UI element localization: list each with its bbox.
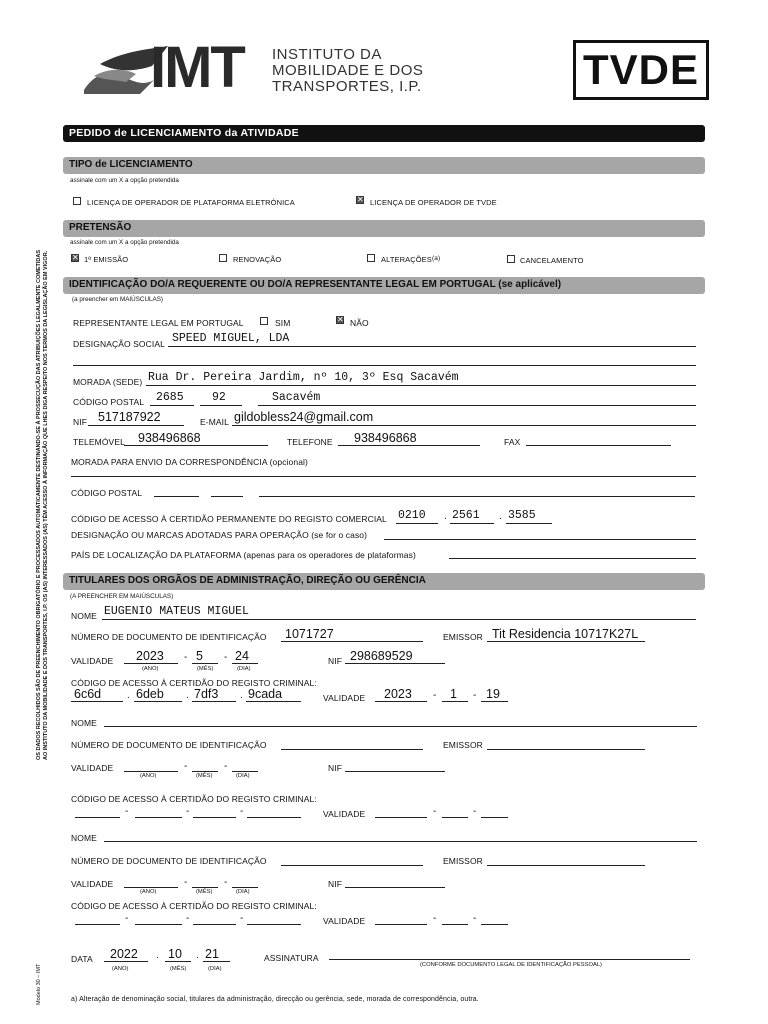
validade-1-sep-2: - <box>224 652 228 663</box>
imt-wordmark: IMT <box>150 35 244 100</box>
data-mes-value[interactable]: 10 <box>168 947 182 961</box>
email-line <box>232 425 696 426</box>
pretensao-hint: assinale com um X a opção pretendida <box>70 239 179 246</box>
data-dia-value[interactable]: 21 <box>205 947 219 961</box>
titulares-section-bar <box>63 573 705 590</box>
cp1-value[interactable]: 2685 <box>156 391 184 404</box>
crim-2-sep-1: - <box>125 806 129 817</box>
label-nif-2: NIF <box>328 763 342 773</box>
label-cancelamento: CANCELAMENTO <box>520 256 584 265</box>
label-tvde: LICENÇA DE OPERADOR DE TVDE <box>370 198 497 207</box>
label-crim-validade-3: VALIDADE <box>323 916 366 926</box>
fax-line[interactable] <box>526 445 671 446</box>
data-ano-line <box>104 961 148 962</box>
tipo-hint: assinale com um X a opção pretendida <box>70 177 179 184</box>
validade-3-dia-line[interactable] <box>232 887 258 888</box>
validade-3-mes-hint: (MÊS) <box>196 889 213 895</box>
checkbox-primeira-emissao[interactable]: ✕ <box>72 253 79 262</box>
emissor-1-line <box>487 641 645 642</box>
marcas-line[interactable] <box>384 539 696 540</box>
checkbox-plataforma[interactable] <box>73 197 81 205</box>
validade-1-dia[interactable]: 24 <box>235 649 249 663</box>
crim-1-val-mes[interactable]: 1 <box>450 687 457 701</box>
cp2-1-line[interactable] <box>154 496 199 497</box>
institute-line-3: TRANSPORTES, I.P. <box>272 78 422 95</box>
label-alteracoes: ALTERAÇÕES <box>381 255 432 264</box>
morada-line <box>146 385 696 386</box>
label-assinatura: ASSINATURA <box>264 953 319 963</box>
validade-3-ano-hint: (ANO) <box>140 889 157 895</box>
validade-2-sep-1: - <box>184 761 188 772</box>
label-nif-3: NIF <box>328 879 342 889</box>
doc-1-line <box>281 641 423 642</box>
validade-3-ano-line[interactable] <box>124 887 178 888</box>
label-renovacao: RENOVAÇÃO <box>233 255 282 264</box>
nif-1-line <box>345 663 445 664</box>
certidao-2-value[interactable]: 2561 <box>452 509 480 522</box>
localidade-line <box>258 405 696 406</box>
label-codigo-postal-2: CÓDIGO POSTAL <box>71 488 143 498</box>
crim-3-val-sep-2: - <box>473 913 477 924</box>
label-plataforma: LICENÇA DE OPERADOR DE PLATAFORMA ELETRÓNICA <box>87 198 295 207</box>
nome-1-line <box>102 619 696 620</box>
validade-1-mes[interactable]: 5 <box>196 649 203 663</box>
checkbox-alteracoes[interactable] <box>367 254 375 262</box>
form-title: PEDIDO de LICENCIAMENTO da ATIVIDADE <box>69 127 299 139</box>
label-telefone: TELEFONE <box>287 437 333 447</box>
emissor-2-line[interactable] <box>487 749 645 750</box>
validade-1-sep-1: - <box>184 652 188 663</box>
cp2-value[interactable]: 92 <box>212 391 226 404</box>
validade-2-mes-hint: (MÊS) <box>196 773 213 779</box>
pretensao-section-bar <box>63 220 705 237</box>
emissor-1-value[interactable]: Tit Residencia 10717K27L <box>492 627 639 641</box>
crim-3-c2-line[interactable] <box>135 924 182 925</box>
tipo-heading: TIPO de LICENCIAMENTO <box>69 159 193 170</box>
label-crim-3: CÓDIGO DE ACESSO À CERTIDÃO DO REGISTO CRIMINAL: <box>71 901 317 911</box>
label-fax: FAX <box>504 437 521 447</box>
crim-1-val-sep-1: - <box>433 690 437 701</box>
cp2-2-line[interactable] <box>211 496 243 497</box>
doc-3-line[interactable] <box>281 865 423 866</box>
label-emissor-1: EMISSOR <box>443 632 483 642</box>
label-crim-validade-1: VALIDADE <box>323 693 366 703</box>
data-mes-hint: (MÊS) <box>170 966 187 972</box>
nif-line <box>88 425 184 426</box>
nif-1-value[interactable]: 298689529 <box>350 649 413 663</box>
certidao-sep-1: . <box>444 511 447 522</box>
validade-1-ano-line <box>124 663 178 664</box>
designacao-value[interactable]: SPEED MIGUEL, LDA <box>172 332 290 345</box>
label-validade-3: VALIDADE <box>71 879 114 889</box>
validade-1-ano[interactable]: 2023 <box>136 649 164 663</box>
label-doc-2: NÚMERO DE DOCUMENTO DE IDENTIFICAÇÃO <box>71 740 267 750</box>
designacao-line <box>168 346 696 347</box>
label-alteracoes-note: (a) <box>432 255 441 262</box>
checkbox-cancelamento[interactable] <box>507 255 515 263</box>
morada-value[interactable]: Rua Dr. Pereira Jardim, nº 10, 3º Esq Sacavém <box>148 371 459 384</box>
tvde-badge <box>573 40 709 100</box>
side-legal-line-2: AO INSTITUTO DA MOBILIDADE E DOS TRANSPORTES, I.P. OS (AS) INTERESSADOS (AS) TÊM ACESSO À INFORMAÇÃO QUE LHES DIGA RESPEITO NOS TERMOS DA LEGISLAÇÃO EM VIGOR. <box>43 250 49 760</box>
crim-1-c1-line <box>71 701 123 702</box>
crim-2-c1-line[interactable] <box>75 817 120 818</box>
institute-line-1: INSTITUTO DA <box>272 46 382 63</box>
email-value[interactable]: gildobless24@gmail.com <box>234 410 374 424</box>
crim-1-c4[interactable]: 9cada <box>248 687 283 701</box>
crim-1-c2-line <box>134 701 182 702</box>
tvde-badge-text: TVDE <box>582 46 699 93</box>
certidao-3-value[interactable]: 3585 <box>508 509 536 522</box>
cp2-line <box>200 405 242 406</box>
emissor-3-line[interactable] <box>487 865 645 866</box>
designacao-line-2 <box>73 365 696 366</box>
validade-1-mes-line <box>192 663 218 664</box>
crim-3-c4-line[interactable] <box>247 924 301 925</box>
pretensao-heading: PRETENSÃO <box>69 222 132 233</box>
titulares-hint: (A PREENCHER EM MAIÚSCULAS) <box>70 593 174 600</box>
validade-2-dia-line[interactable] <box>232 771 258 772</box>
label-crim-1: CÓDIGO DE ACESSO À CERTIDÃO DO REGISTO CRIMINAL: <box>71 678 317 688</box>
label-sim: SIM <box>275 318 291 328</box>
data-dia-hint: (DIA) <box>208 966 222 972</box>
crim-2-sep-2: - <box>186 806 190 817</box>
crim-1-val-ano[interactable]: 2023 <box>384 687 412 701</box>
label-morada: MORADA (SEDE) <box>73 377 143 387</box>
telemovel-value[interactable]: 938496868 <box>138 431 201 445</box>
label-marcas: DESIGNAÇÃO OU MARCAS ADOTADAS PARA OPERAÇÃO (se for o caso) <box>71 530 368 540</box>
label-nome-2: NOME <box>71 718 97 728</box>
label-crim-validade-2: VALIDADE <box>323 809 366 819</box>
crim-2-val-sep-2: - <box>473 806 477 817</box>
crim-1-c2[interactable]: 6deb <box>136 687 164 701</box>
validade-3-mes-line[interactable] <box>192 887 218 888</box>
footnote-a: a) Alteração de denominação social, titulares da administração, direcção ou gerência, sede, morada de correspondência, outra. <box>71 996 479 1003</box>
label-nome-1: NOME <box>71 611 97 621</box>
label-doc-3: NÚMERO DE DOCUMENTO DE IDENTIFICAÇÃO <box>71 856 267 866</box>
crim-3-sep-3: - <box>240 913 244 924</box>
validade-2-dia-hint: (DIA) <box>236 773 250 779</box>
data-dia-line <box>203 961 230 962</box>
certidao-1-value[interactable]: 0210 <box>398 509 426 522</box>
model-code: Modelo 30 – IMT <box>36 963 42 1005</box>
nome-1-value[interactable]: EUGENIO MATEUS MIGUEL <box>104 605 249 618</box>
localidade-value[interactable]: Sacavém <box>272 391 321 404</box>
crim-1-val-dia-line <box>481 701 508 702</box>
validade-3-sep-1: - <box>184 877 188 888</box>
certidao-1-line <box>396 523 438 524</box>
nif-2-line[interactable] <box>345 771 445 772</box>
nif-value[interactable]: 517187922 <box>98 410 161 424</box>
telefone-value[interactable]: 938496868 <box>354 431 417 445</box>
nome-3-line[interactable] <box>104 841 697 842</box>
nif-3-line[interactable] <box>345 887 445 888</box>
data-mes-line <box>165 961 191 962</box>
crim-1-val-ano-line <box>375 701 427 702</box>
validade-3-dia-hint: (DIA) <box>236 889 250 895</box>
validade-1-dia-hint: (DIA) <box>237 666 251 672</box>
identificacao-heading: IDENTIFICAÇÃO DO/A REQUERENTE OU DO/A REPRESENTANTE LEGAL EM PORTUGAL (se aplicável) <box>69 279 562 290</box>
validade-2-mes-line[interactable] <box>192 771 218 772</box>
label-doc-1: NÚMERO DE DOCUMENTO DE IDENTIFICAÇÃO <box>71 632 267 642</box>
crim-1-c3[interactable]: 7df3 <box>194 687 219 701</box>
crim-3-sep-1: - <box>125 913 129 924</box>
data-sep-1: . <box>156 950 159 961</box>
telefone-line <box>338 445 480 446</box>
crim-1-sep-1: . <box>127 690 130 701</box>
data-ano-hint: (ANO) <box>112 966 129 972</box>
crim-2-val-ano-line[interactable] <box>375 817 427 818</box>
crim-2-val-dia-line[interactable] <box>481 817 508 818</box>
certidao-sep-2: . <box>499 511 502 522</box>
crim-1-val-sep-2: - <box>473 690 477 701</box>
crim-1-c1[interactable]: 6c6d <box>74 687 102 701</box>
validade-1-dia-line <box>232 663 258 664</box>
validade-2-sep-2: - <box>224 761 228 772</box>
label-representante: REPRESENTANTE LEGAL EM PORTUGAL <box>73 318 244 328</box>
correspondencia-line[interactable] <box>71 476 696 477</box>
label-telemovel: TELEMÓVEL <box>73 437 125 447</box>
checkbox-tvde[interactable]: ✕ <box>357 195 364 204</box>
cp2-localidade-line[interactable] <box>259 496 695 497</box>
crim-1-sep-2: . <box>186 690 189 701</box>
side-legal-text <box>36 200 50 760</box>
data-sep-2: . <box>196 950 199 961</box>
certidao-3-line <box>506 523 552 524</box>
validade-2-ano-line[interactable] <box>124 771 178 772</box>
doc-1-value[interactable]: 1071727 <box>285 627 334 641</box>
crim-2-c3-line[interactable] <box>193 817 236 818</box>
data-ano-value[interactable]: 2022 <box>110 947 138 961</box>
assinatura-hint: (CONFORME DOCUMENTO LEGAL DE IDENTIFICAÇÃO PESSOAL) <box>420 962 602 968</box>
validade-2-ano-hint: (ANO) <box>140 773 157 779</box>
label-codigo-postal: CÓDIGO POSTAL <box>73 397 145 407</box>
form-title-bar <box>63 125 705 142</box>
crim-3-val-ano-line[interactable] <box>375 924 427 925</box>
label-crim-2: CÓDIGO DE ACESSO À CERTIDÃO DO REGISTO CRIMINAL: <box>71 794 317 804</box>
label-email: E-MAIL <box>200 417 229 427</box>
crim-2-sep-3: - <box>240 806 244 817</box>
label-certidao-comercial: CÓDIGO DE ACESSO À CERTIDÃO PERMANENTE DO REGISTO COMERCIAL <box>71 514 387 524</box>
doc-2-line[interactable] <box>281 749 423 750</box>
pais-line[interactable] <box>449 558 696 559</box>
crim-2-c2-line[interactable] <box>135 817 182 818</box>
label-emissor-2: EMISSOR <box>443 740 483 750</box>
label-nao: NÃO <box>350 318 369 328</box>
validade-3-sep-2: - <box>224 877 228 888</box>
institute-line-2: MOBILIDADE E DOS <box>272 62 424 79</box>
crim-2-val-sep-1: - <box>433 806 437 817</box>
checkbox-renovacao[interactable] <box>219 254 227 262</box>
label-designacao: DESIGNAÇÃO SOCIAL <box>73 339 165 349</box>
side-legal-line-1: OS DADOS RECOLHIDOS SÃO DE PREENCHIMENTO OBRIGATÓRIO E PROCESSADOS AUTOMATICAMENTE DESTINANDO-SE À PROSSECUÇÃO DAS ATRIBUIÇÕES LEGALMENTE COMETIDAS <box>36 249 42 760</box>
crim-1-val-dia[interactable]: 19 <box>486 687 500 701</box>
crim-3-sep-2: - <box>186 913 190 924</box>
identificacao-section-bar <box>63 277 705 294</box>
validade-1-mes-hint: (MÊS) <box>197 666 214 672</box>
crim-1-sep-3: . <box>240 690 243 701</box>
label-validade-1: VALIDADE <box>71 656 114 666</box>
institute-name <box>272 47 423 95</box>
cp1-line <box>150 405 194 406</box>
telemovel-line <box>124 445 268 446</box>
crim-1-c3-line <box>192 701 236 702</box>
crim-3-val-dia-line[interactable] <box>481 924 508 925</box>
assinatura-line[interactable] <box>329 959 690 960</box>
crim-3-c3-line[interactable] <box>193 924 236 925</box>
label-nif-1: NIF <box>328 656 342 666</box>
identificacao-hint: (a preencher em MAIÚSCULAS) <box>72 296 163 303</box>
checkbox-sim[interactable] <box>260 317 268 325</box>
tipo-section-bar <box>63 157 705 174</box>
nome-2-line[interactable] <box>104 726 697 727</box>
titulares-heading: TITULARES DOS ORGÃOS DE ADMINISTRAÇÃO, DIREÇÃO OU GERÊNCIA <box>69 575 426 586</box>
crim-2-val-mes-line[interactable] <box>442 817 468 818</box>
label-nif: NIF <box>73 417 87 427</box>
crim-3-val-sep-1: - <box>433 913 437 924</box>
label-correspondencia: MORADA PARA ENVIO DA CORRESPONDÊNCIA (opcional) <box>71 457 308 467</box>
checkbox-nao[interactable]: ✕ <box>337 315 344 324</box>
validade-1-ano-hint: (ANO) <box>142 666 159 672</box>
certidao-2-line <box>450 523 494 524</box>
label-data: DATA <box>71 954 93 964</box>
crim-1-c4-line <box>246 701 301 702</box>
crim-3-val-mes-line[interactable] <box>442 924 468 925</box>
crim-2-c4-line[interactable] <box>247 817 301 818</box>
crim-3-c1-line[interactable] <box>75 924 120 925</box>
label-nome-3: NOME <box>71 833 97 843</box>
label-emissor-3: EMISSOR <box>443 856 483 866</box>
label-primeira-emissao: 1ª EMISSÃO <box>84 255 129 264</box>
label-validade-2: VALIDADE <box>71 763 114 773</box>
crim-1-val-mes-line <box>442 701 468 702</box>
label-pais: PAÍS DE LOCALIZAÇÃO DA PLATAFORMA (apenas para os operadores de plataformas) <box>71 550 416 560</box>
